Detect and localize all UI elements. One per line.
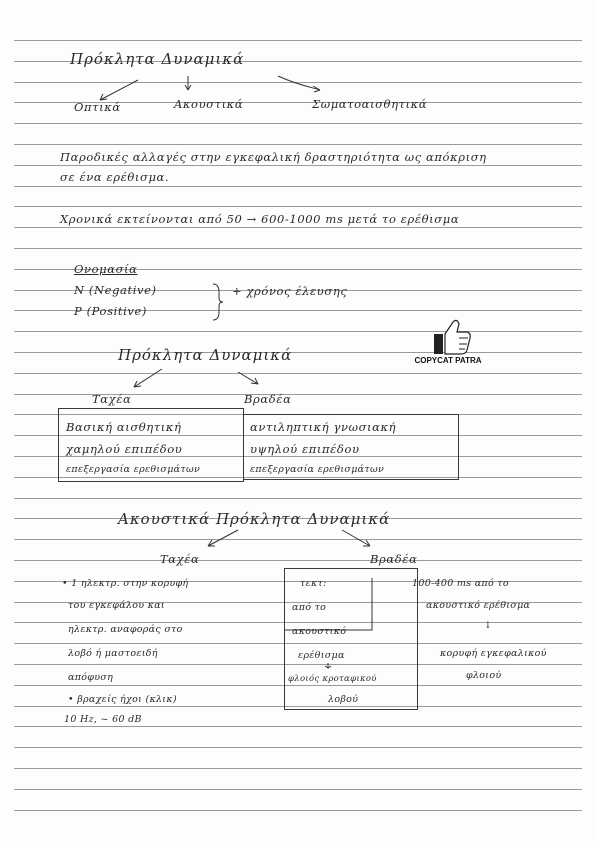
arrow-right [278, 76, 320, 90]
middle-line5: φλοιός κροταφικού [288, 674, 377, 684]
watermark-text: COPYCAT PATRA [414, 356, 482, 365]
right-line4: κορυφή εγκεφαλικού [440, 648, 547, 659]
timing-line: Χρονικά εκτείνονται από 50 → 600-1000 ms μετά το ερέθισμα [60, 212, 460, 226]
naming-positive: P (Positive) [74, 304, 147, 318]
arrow-fast-3 [208, 530, 238, 546]
middle-box [284, 568, 418, 710]
arrow-slow-3 [342, 530, 370, 546]
middle-line1: τεκτ: [300, 578, 327, 589]
arrow-left [100, 80, 138, 100]
fast-label: Ταχέα [92, 392, 132, 406]
middle-line4: ερέθισμα [298, 650, 345, 661]
slow-label-3: Βραδέα [370, 552, 418, 566]
left-line7: 10 Hz, ~ 60 dB [64, 714, 142, 725]
left-line1: • 1 ηλεκτρ. στην κορυφή [62, 578, 189, 589]
right-line2: ακουστικό ερέθισμα [426, 600, 531, 611]
right-arrow-down: ↓ [484, 620, 493, 631]
fast-label-3: Ταχέα [160, 552, 200, 566]
left-line4: λοβό ή μαστοειδή [68, 648, 158, 659]
naming-title: Ονομασία [74, 262, 138, 276]
middle-line3: ακουστικό [292, 626, 347, 637]
naming-negative: N (Negative) [74, 283, 157, 297]
fast-line3: επεξεργασία ερεθισμάτων [66, 464, 201, 475]
naming-note: + χρόνος έλευσης [232, 284, 348, 298]
thumbs-up-icon [413, 318, 483, 356]
arrow-fast [134, 369, 162, 387]
section1-title: Πρόκλητα Δυναμικά [70, 50, 245, 68]
fast-line2: χαμηλού επιπέδου [66, 442, 183, 456]
left-line5: απόφυση [68, 672, 114, 683]
section2-title: Πρόκλητα Δυναμικά [118, 346, 293, 364]
slow-line2: υψηλού επιπέδου [250, 442, 360, 456]
left-line6: • βραχείς ήχοι (κλικ) [68, 694, 177, 705]
branch-visual: Οπτικά [74, 100, 121, 114]
right-line5: φλοιού [466, 670, 502, 681]
copycat-logo [413, 318, 483, 370]
section3-title: Ακουστικά Πρόκλητα Δυναμικά [118, 510, 391, 528]
slow-line1: αντιληπτική γνωσιακή [250, 420, 397, 434]
middle-line6: λοβού [328, 694, 359, 705]
left-line3: ηλεκτρ. αναφοράς στο [68, 624, 183, 635]
brace [213, 284, 223, 320]
fast-line1: Βασική αισθητική [66, 420, 182, 434]
slow-label: Βραδέα [244, 392, 292, 406]
middle-line2: από το [292, 602, 327, 613]
slow-line3: επεξεργασία ερεθισμάτων [250, 464, 385, 475]
definition-line1: Παροδικές αλλαγές στην εγκεφαλική δραστηριότητα ως απόκριση [60, 150, 487, 164]
definition-line2: σε ένα ερέθισμα. [60, 170, 170, 184]
right-line1: 100-400 ms από το [412, 578, 509, 589]
left-line2: του εγκεφάλου και [68, 600, 165, 611]
branch-somatosensory: Σωματοαισθητικά [312, 97, 428, 111]
branch-auditory: Ακουστικά [174, 97, 244, 111]
